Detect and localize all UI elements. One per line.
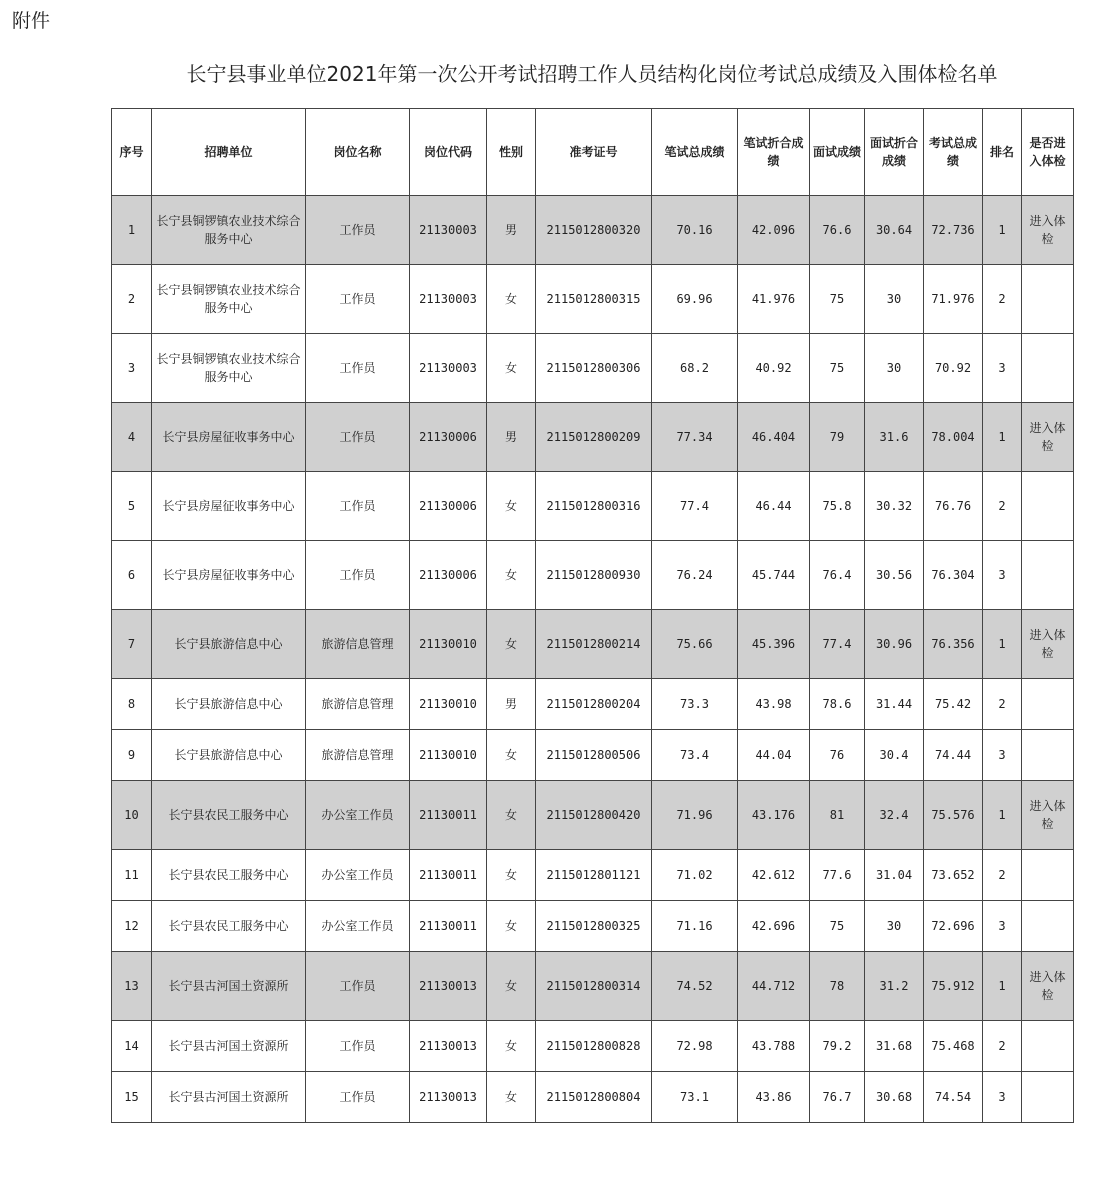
- cell-exam: 进入体检: [1022, 196, 1074, 265]
- cell-unit: 长宁县房屋征收事务中心: [152, 403, 306, 472]
- cell-interview: 78: [810, 952, 865, 1021]
- results-table: [111, 108, 1074, 1123]
- cell-total: 70.92: [924, 334, 983, 403]
- cell-total: 74.54: [924, 1072, 983, 1123]
- cell-interview: 81: [810, 781, 865, 850]
- cell-written-conv: 42.096: [738, 196, 810, 265]
- cell-post: 工作员: [306, 472, 410, 541]
- cell-exam: 进入体检: [1022, 403, 1074, 472]
- cell-written: 73.4: [652, 730, 738, 781]
- cell-code: 21130013: [410, 1072, 487, 1123]
- cell-exam: [1022, 679, 1074, 730]
- cell-interview: 79: [810, 403, 865, 472]
- cell-rank: 1: [983, 610, 1022, 679]
- cell-code: 21130006: [410, 472, 487, 541]
- cell-ticket: 2115012800320: [536, 196, 652, 265]
- table-header-row: [112, 109, 1074, 196]
- cell-interview-conv: 30.56: [865, 541, 924, 610]
- cell-no: 5: [112, 472, 152, 541]
- cell-gender: 女: [487, 781, 536, 850]
- cell-interview-conv: 31.6: [865, 403, 924, 472]
- cell-post: 工作员: [306, 952, 410, 1021]
- cell-gender: 男: [487, 679, 536, 730]
- cell-no: 1: [112, 196, 152, 265]
- cell-written: 70.16: [652, 196, 738, 265]
- cell-written-conv: 40.92: [738, 334, 810, 403]
- header-cell: 是否进入体检: [1022, 109, 1074, 196]
- cell-no: 3: [112, 334, 152, 403]
- cell-gender: 男: [487, 196, 536, 265]
- header-cell: 面试成绩: [810, 109, 865, 196]
- header-cell: 面试折合成绩: [865, 109, 924, 196]
- cell-unit: 长宁县旅游信息中心: [152, 610, 306, 679]
- cell-interview: 75: [810, 265, 865, 334]
- cell-gender: 女: [487, 334, 536, 403]
- cell-no: 9: [112, 730, 152, 781]
- cell-post: 工作员: [306, 1072, 410, 1123]
- cell-written: 71.96: [652, 781, 738, 850]
- cell-rank: 1: [983, 403, 1022, 472]
- cell-exam: [1022, 265, 1074, 334]
- cell-rank: 3: [983, 334, 1022, 403]
- cell-written-conv: 43.788: [738, 1021, 810, 1072]
- cell-rank: 2: [983, 850, 1022, 901]
- cell-no: 10: [112, 781, 152, 850]
- cell-rank: 3: [983, 541, 1022, 610]
- cell-gender: 女: [487, 541, 536, 610]
- table-row: [112, 1072, 1074, 1123]
- cell-code: 21130010: [410, 610, 487, 679]
- cell-rank: 2: [983, 679, 1022, 730]
- header-cell: 性别: [487, 109, 536, 196]
- table-row: [112, 334, 1074, 403]
- cell-written: 77.4: [652, 472, 738, 541]
- cell-total: 75.42: [924, 679, 983, 730]
- cell-no: 12: [112, 901, 152, 952]
- cell-code: 21130006: [410, 541, 487, 610]
- cell-interview-conv: 31.04: [865, 850, 924, 901]
- cell-rank: 1: [983, 781, 1022, 850]
- cell-unit: 长宁县房屋征收事务中心: [152, 541, 306, 610]
- cell-interview: 79.2: [810, 1021, 865, 1072]
- cell-unit: 长宁县旅游信息中心: [152, 730, 306, 781]
- cell-written-conv: 45.744: [738, 541, 810, 610]
- cell-exam: [1022, 730, 1074, 781]
- cell-ticket: 2115012800325: [536, 901, 652, 952]
- cell-written: 73.1: [652, 1072, 738, 1123]
- cell-ticket: 2115012800306: [536, 334, 652, 403]
- cell-total: 75.576: [924, 781, 983, 850]
- cell-gender: 女: [487, 850, 536, 901]
- cell-unit: 长宁县房屋征收事务中心: [152, 472, 306, 541]
- cell-gender: 女: [487, 901, 536, 952]
- cell-interview: 76.7: [810, 1072, 865, 1123]
- cell-ticket: 2115012800930: [536, 541, 652, 610]
- cell-unit: 长宁县农民工服务中心: [152, 850, 306, 901]
- cell-interview-conv: 31.68: [865, 1021, 924, 1072]
- cell-rank: 2: [983, 265, 1022, 334]
- cell-ticket: 2115012801121: [536, 850, 652, 901]
- cell-rank: 3: [983, 1072, 1022, 1123]
- cell-unit: 长宁县农民工服务中心: [152, 901, 306, 952]
- cell-ticket: 2115012800204: [536, 679, 652, 730]
- cell-interview: 76.6: [810, 196, 865, 265]
- cell-rank: 1: [983, 952, 1022, 1021]
- cell-ticket: 2115012800316: [536, 472, 652, 541]
- cell-total: 78.004: [924, 403, 983, 472]
- cell-gender: 女: [487, 472, 536, 541]
- cell-gender: 女: [487, 1072, 536, 1123]
- cell-total: 72.696: [924, 901, 983, 952]
- table-row: [112, 952, 1074, 1021]
- cell-no: 8: [112, 679, 152, 730]
- cell-code: 21130003: [410, 334, 487, 403]
- cell-no: 2: [112, 265, 152, 334]
- header-cell: 序号: [112, 109, 152, 196]
- cell-rank: 3: [983, 901, 1022, 952]
- cell-post: 工作员: [306, 265, 410, 334]
- cell-post: 工作员: [306, 334, 410, 403]
- cell-post: 工作员: [306, 1021, 410, 1072]
- header-cell: 准考证号: [536, 109, 652, 196]
- cell-written: 68.2: [652, 334, 738, 403]
- cell-code: 21130011: [410, 901, 487, 952]
- cell-written-conv: 41.976: [738, 265, 810, 334]
- header-cell: 招聘单位: [152, 109, 306, 196]
- cell-ticket: 2115012800804: [536, 1072, 652, 1123]
- cell-unit: 长宁县农民工服务中心: [152, 781, 306, 850]
- cell-gender: 女: [487, 265, 536, 334]
- cell-written-conv: 44.712: [738, 952, 810, 1021]
- cell-exam: [1022, 850, 1074, 901]
- cell-total: 76.356: [924, 610, 983, 679]
- cell-written-conv: 43.176: [738, 781, 810, 850]
- attachment-label: 附件: [12, 10, 51, 32]
- cell-written: 71.16: [652, 901, 738, 952]
- table-row: [112, 265, 1074, 334]
- cell-interview: 77.4: [810, 610, 865, 679]
- cell-written-conv: 46.404: [738, 403, 810, 472]
- cell-code: 21130013: [410, 1021, 487, 1072]
- cell-no: 13: [112, 952, 152, 1021]
- cell-ticket: 2115012800828: [536, 1021, 652, 1072]
- table-row: [112, 610, 1074, 679]
- cell-no: 15: [112, 1072, 152, 1123]
- cell-post: 工作员: [306, 403, 410, 472]
- cell-written-conv: 42.612: [738, 850, 810, 901]
- cell-unit: 长宁县古河国土资源所: [152, 1072, 306, 1123]
- cell-interview: 75.8: [810, 472, 865, 541]
- table-row: [112, 901, 1074, 952]
- cell-no: 4: [112, 403, 152, 472]
- cell-gender: 女: [487, 952, 536, 1021]
- cell-unit: 长宁县铜锣镇农业技术综合服务中心: [152, 334, 306, 403]
- cell-total: 71.976: [924, 265, 983, 334]
- cell-written: 76.24: [652, 541, 738, 610]
- cell-no: 14: [112, 1021, 152, 1072]
- cell-no: 6: [112, 541, 152, 610]
- cell-written-conv: 43.98: [738, 679, 810, 730]
- cell-ticket: 2115012800506: [536, 730, 652, 781]
- cell-post: 工作员: [306, 541, 410, 610]
- cell-written-conv: 44.04: [738, 730, 810, 781]
- header-cell: 笔试总成绩: [652, 109, 738, 196]
- cell-total: 72.736: [924, 196, 983, 265]
- cell-code: 21130010: [410, 679, 487, 730]
- cell-rank: 1: [983, 196, 1022, 265]
- cell-code: 21130013: [410, 952, 487, 1021]
- cell-written-conv: 42.696: [738, 901, 810, 952]
- cell-written: 73.3: [652, 679, 738, 730]
- cell-unit: 长宁县古河国土资源所: [152, 1021, 306, 1072]
- header-cell: 岗位代码: [410, 109, 487, 196]
- cell-gender: 女: [487, 730, 536, 781]
- cell-interview: 75: [810, 901, 865, 952]
- table-row: [112, 850, 1074, 901]
- cell-ticket: 2115012800209: [536, 403, 652, 472]
- cell-ticket: 2115012800420: [536, 781, 652, 850]
- cell-exam: 进入体检: [1022, 610, 1074, 679]
- cell-post: 办公室工作员: [306, 901, 410, 952]
- cell-written-conv: 45.396: [738, 610, 810, 679]
- cell-post: 办公室工作员: [306, 850, 410, 901]
- cell-interview-conv: 30: [865, 901, 924, 952]
- cell-written: 74.52: [652, 952, 738, 1021]
- cell-interview-conv: 32.4: [865, 781, 924, 850]
- cell-no: 7: [112, 610, 152, 679]
- cell-interview: 76.4: [810, 541, 865, 610]
- cell-total: 75.468: [924, 1021, 983, 1072]
- cell-exam: 进入体检: [1022, 952, 1074, 1021]
- table-row: [112, 781, 1074, 850]
- cell-unit: 长宁县古河国土资源所: [152, 952, 306, 1021]
- cell-written: 72.98: [652, 1021, 738, 1072]
- cell-unit: 长宁县铜锣镇农业技术综合服务中心: [152, 196, 306, 265]
- cell-interview: 76: [810, 730, 865, 781]
- cell-gender: 女: [487, 1021, 536, 1072]
- table-row: [112, 472, 1074, 541]
- table-row: [112, 196, 1074, 265]
- cell-interview-conv: 30: [865, 265, 924, 334]
- header-cell: 笔试折合成绩: [738, 109, 810, 196]
- cell-exam: [1022, 1021, 1074, 1072]
- cell-written-conv: 43.86: [738, 1072, 810, 1123]
- cell-rank: 3: [983, 730, 1022, 781]
- page-title: 长宁县事业单位2021年第一次公开考试招聘工作人员结构化岗位考试总成绩及入围体检名单: [186, 62, 998, 86]
- header-cell: 考试总成绩: [924, 109, 983, 196]
- table-row: [112, 730, 1074, 781]
- cell-interview-conv: 31.2: [865, 952, 924, 1021]
- cell-interview: 78.6: [810, 679, 865, 730]
- cell-gender: 男: [487, 403, 536, 472]
- cell-ticket: 2115012800314: [536, 952, 652, 1021]
- table-row: [112, 679, 1074, 730]
- cell-unit: 长宁县旅游信息中心: [152, 679, 306, 730]
- cell-interview: 75: [810, 334, 865, 403]
- cell-total: 75.912: [924, 952, 983, 1021]
- table-row: [112, 1021, 1074, 1072]
- cell-interview-conv: 31.44: [865, 679, 924, 730]
- cell-exam: [1022, 901, 1074, 952]
- cell-rank: 2: [983, 472, 1022, 541]
- cell-code: 21130003: [410, 265, 487, 334]
- cell-interview: 77.6: [810, 850, 865, 901]
- cell-code: 21130006: [410, 403, 487, 472]
- cell-written: 77.34: [652, 403, 738, 472]
- cell-interview-conv: 30.96: [865, 610, 924, 679]
- cell-post: 旅游信息管理: [306, 730, 410, 781]
- cell-interview-conv: 30.68: [865, 1072, 924, 1123]
- cell-total: 76.304: [924, 541, 983, 610]
- cell-interview-conv: 30.4: [865, 730, 924, 781]
- cell-code: 21130003: [410, 196, 487, 265]
- cell-total: 76.76: [924, 472, 983, 541]
- cell-exam: [1022, 472, 1074, 541]
- cell-total: 74.44: [924, 730, 983, 781]
- cell-written-conv: 46.44: [738, 472, 810, 541]
- header-cell: 排名: [983, 109, 1022, 196]
- cell-interview-conv: 30: [865, 334, 924, 403]
- table-row: [112, 541, 1074, 610]
- cell-no: 11: [112, 850, 152, 901]
- cell-rank: 2: [983, 1021, 1022, 1072]
- cell-written: 69.96: [652, 265, 738, 334]
- cell-exam: [1022, 334, 1074, 403]
- cell-interview-conv: 30.32: [865, 472, 924, 541]
- cell-total: 73.652: [924, 850, 983, 901]
- cell-post: 旅游信息管理: [306, 679, 410, 730]
- cell-unit: 长宁县铜锣镇农业技术综合服务中心: [152, 265, 306, 334]
- cell-post: 工作员: [306, 196, 410, 265]
- cell-exam: [1022, 541, 1074, 610]
- cell-exam: 进入体检: [1022, 781, 1074, 850]
- cell-code: 21130011: [410, 781, 487, 850]
- cell-written: 75.66: [652, 610, 738, 679]
- cell-gender: 女: [487, 610, 536, 679]
- cell-code: 21130010: [410, 730, 487, 781]
- table-row: [112, 403, 1074, 472]
- cell-code: 21130011: [410, 850, 487, 901]
- cell-written: 71.02: [652, 850, 738, 901]
- cell-ticket: 2115012800315: [536, 265, 652, 334]
- cell-ticket: 2115012800214: [536, 610, 652, 679]
- header-cell: 岗位名称: [306, 109, 410, 196]
- cell-exam: [1022, 1072, 1074, 1123]
- cell-post: 旅游信息管理: [306, 610, 410, 679]
- cell-interview-conv: 30.64: [865, 196, 924, 265]
- cell-post: 办公室工作员: [306, 781, 410, 850]
